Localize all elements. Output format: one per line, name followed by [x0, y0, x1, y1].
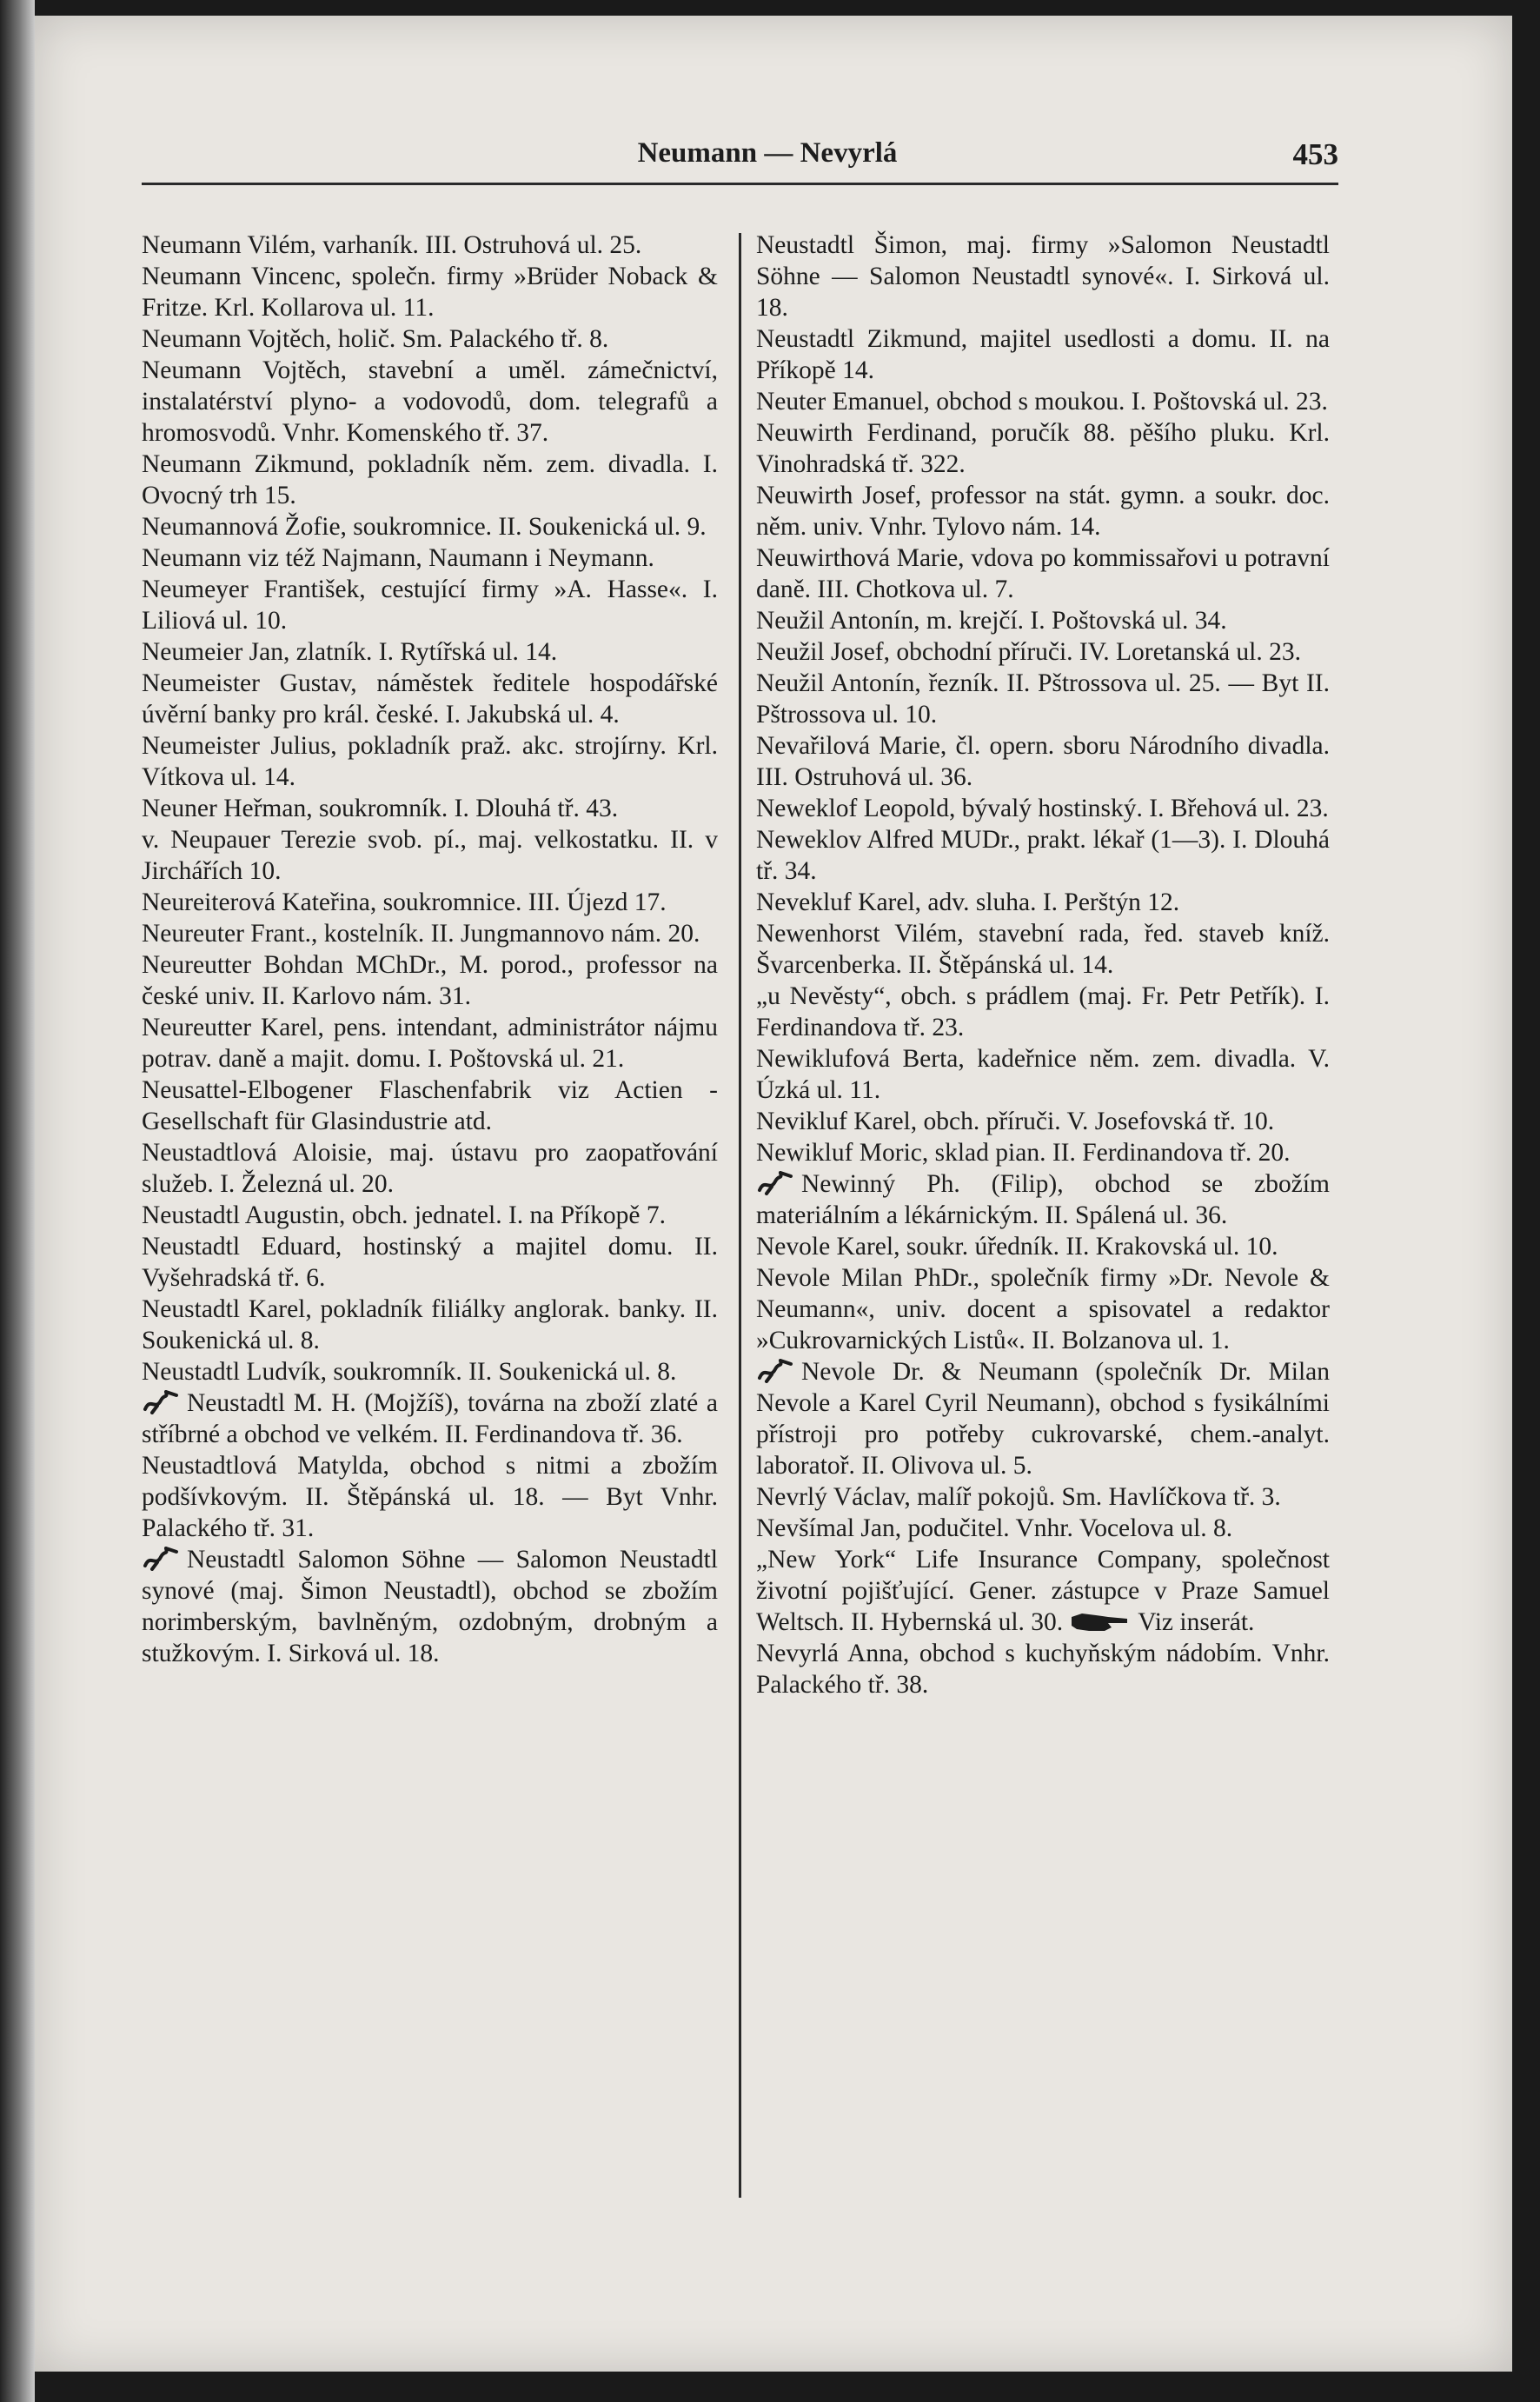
directory-entry: Neustadtlová Aloisie, maj. ústavu pro zaopatřování služeb. I. Železná ul. 20. — [142, 1139, 718, 1198]
directory-entry: Nevikluf Karel, obch. příruči. V. Josefovská tř. 10. — [756, 1108, 1275, 1135]
right-column — [756, 230, 1330, 1700]
directory-entry: Neustadtl Ludvík, soukromník. II. Soukenická ul. 8. — [142, 1358, 677, 1386]
directory-entry: Neumeister Gustav, náměstek ředitele hospodářské úvěrní banky pro král. české. I. Jakubská ul. 4. — [142, 669, 718, 729]
directory-entry-with-pointer: „New York“ Life Insurance Company, společnost životní pojišťující. Gener. zástupce v Praze Samuel Weltsch. II. Hybernská ul. 30. Viz inserát. — [756, 1546, 1330, 1636]
directory-entry: Nevyrlá Anna, obchod s kuchyňským nádobím. Vnhr. Palackého tř. 38. — [756, 1640, 1330, 1699]
directory-entry: Newikluf Moric, sklad pian. II. Ferdinandova tř. 20. — [756, 1139, 1291, 1167]
directory-entry: Neusattel-Elbogener Flaschenfabrik viz Actien - Gesellschaft für Glasindustrie atd. — [142, 1076, 718, 1135]
directory-entry-with-mark: Neustadtl M. H. (Mojžíš), továrna na zboží zlaté a stříbrné a obchod ve velkém. II. Ferdinandova tř. 36. — [142, 1389, 718, 1448]
directory-entry: Neumeier Jan, zlatník. I. Rytířská ul. 14. — [142, 638, 558, 666]
directory-entry: Neumann Zikmund, pokladník něm. zem. divadla. I. Ovocný trh 15. — [142, 450, 718, 509]
directory-entry: Neumann Vojtěch, holič. Sm. Palackého tř. 8. — [142, 325, 609, 353]
directory-entry: Neustadtl Augustin, obch. jednatel. I. na Příkopě 7. — [142, 1201, 667, 1229]
directory-entry: Nevekluf Karel, adv. sluha. I. Perštýn 12. — [756, 888, 1180, 916]
pointing-hand-icon — [1070, 1610, 1131, 1634]
left-column — [142, 230, 718, 1669]
directory-entry: Neumann viz též Najmann, Naumann i Neymann. — [142, 544, 654, 572]
printer-mark-icon — [142, 1388, 180, 1414]
directory-entry: Neustadtlová Matylda, obchod s nitmi a zbožím podšívkovým. II. Štěpánská ul. 18. — Byt Vnhr. Palackého tř. 31. — [142, 1452, 718, 1542]
scan-left-edge — [0, 0, 35, 2402]
printer-mark-icon — [756, 1357, 794, 1383]
directory-entry: Neuner Heřman, soukromník. I. Dlouhá tř. 43. — [142, 795, 619, 822]
directory-entry: Neuwirth Josef, professor na stát. gymn. a soukr. doc. něm. univ. Vnhr. Tylovo nám. 14. — [756, 482, 1330, 541]
printer-mark-icon — [142, 1545, 180, 1571]
directory-entry: Neumeyer František, cestující firmy »A. Hasse«. I. Liliová ul. 10. — [142, 576, 718, 635]
directory-entry: Newenhorst Vilém, stavební rada, řed. staveb kníž. Švarcenberka. II. Štěpánská ul. 14. — [756, 920, 1330, 979]
directory-entry: Neweklof Leopold, bývalý hostinský. I. Břehová ul. 23. — [756, 795, 1329, 822]
directory-entry: Neužil Antonín, řezník. II. Pštrossova ul. 25. — Byt II. Pštrossova ul. 10. — [756, 669, 1330, 729]
directory-entry: Neužil Antonín, m. krejčí. I. Poštovská ul. 34. — [756, 607, 1227, 635]
directory-entry: Neumeister Julius, pokladník praž. akc. strojírny. Krl. Vítkova ul. 14. — [142, 732, 718, 791]
directory-entry: Neuwirth Ferdinand, poručík 88. pěšího pluku. Krl. Vinohradská tř. 322. — [756, 419, 1330, 478]
directory-entry: Neumannová Žofie, soukromnice. II. Soukenická ul. 9. — [142, 513, 707, 541]
directory-entry: Neweklov Alfred MUDr., prakt. lékař (1—3). I. Dlouhá tř. 34. — [756, 826, 1330, 885]
directory-entry: Neureutter Karel, pens. intendant, administrátor nájmu potrav. daně a majit. domu. I. Poštovská ul. 21. — [142, 1014, 718, 1073]
directory-entry: Neumann Vilém, varhaník. III. Ostruhová ul. 25. — [142, 231, 642, 259]
directory-entry-with-mark: Nevole Dr. & Neumann (společník Dr. Milan Nevole a Karel Cyril Neumann), obchod s fysikálními přístroji pro potřeby cukrovarské, chem.-analyt. laboratoř. II. Olivova ul. 5. — [756, 1358, 1330, 1480]
directory-entry: Neuter Emanuel, obchod s moukou. I. Poštovská ul. 23. — [756, 388, 1328, 416]
directory-entry-with-mark: Neustadtl Salomon Söhne — Salomon Neustadtl synové (maj. Šimon Neustadtl), obchod se zbožím norimberským, bavlněným, ozdobným, drobným a stužkovým. I. Sirková ul. 18. — [142, 1546, 718, 1667]
directory-entry: Nevšímal Jan, podučitel. Vnhr. Vocelova ul. 8. — [756, 1514, 1233, 1542]
directory-entry: v. Neupauer Terezie svob. pí., maj. velkostatku. II. v Jirchářích 10. — [142, 826, 718, 885]
directory-entry: Neureuter Frant., kostelník. II. Jungmannovo nám. 20. — [142, 920, 700, 948]
directory-entry: Neuwirthová Marie, vdova po kommissařovi u potravní daně. III. Chotkova ul. 7. — [756, 544, 1330, 603]
directory-entry: Neureiterová Kateřina, soukromnice. III. Újezd 17. — [142, 888, 667, 916]
directory-entry: Neustadtl Eduard, hostinský a majitel domu. II. Vyšehradská tř. 6. — [142, 1233, 718, 1292]
directory-entry: „u Nevěsty“, obch. s prádlem (maj. Fr. Petr Petřík). I. Ferdinandova tř. 23. — [756, 982, 1330, 1041]
directory-entry: Nevole Milan PhDr., společník firmy »Dr. Nevole & Neumann«, univ. docent a spisovatel a redaktor »Cukrovarnických Listů«. II. Bolzanova ul. 1. — [756, 1264, 1330, 1354]
page-number: 453 — [1292, 137, 1338, 171]
directory-entry: Neumann Vojtěch, stavební a uměl. zámečnictví, instalatérství plyno- a vodovodů, dom. telegrafů a hromosvodů. Vnhr. Komenského tř. 37. — [142, 356, 718, 447]
directory-entry: Nevole Karel, soukr. úředník. II. Krakovská ul. 10. — [756, 1233, 1278, 1261]
printer-mark-icon — [756, 1169, 794, 1195]
header-rule — [142, 183, 1338, 185]
directory-entry: Nevařilová Marie, čl. opern. sboru Národního divadla. III. Ostruhová ul. 36. — [756, 732, 1330, 791]
directory-entry: Neužil Josef, obchodní příruči. IV. Loretanská ul. 23. — [756, 638, 1302, 666]
directory-entry: Nevrlý Václav, malíř pokojů. Sm. Havlíčkova tř. 3. — [756, 1483, 1281, 1511]
directory-entry-with-mark: Newinný Ph. (Filip), obchod se zbožím materiálním a lékárnickým. II. Spálená ul. 36. — [756, 1170, 1330, 1229]
directory-entry: Newiklufová Berta, kadeřnice něm. zem. divadla. V. Úzká ul. 11. — [756, 1045, 1330, 1104]
directory-entry: Neureutter Bohdan MChDr., M. porod., professor na české univ. II. Karlovo nám. 31. — [142, 951, 718, 1010]
column-divider — [739, 233, 741, 2198]
directory-entry: Neustadtl Zikmund, majitel usedlosti a domu. II. na Příkopě 14. — [756, 325, 1330, 384]
directory-entry: Neumann Vincenc, společn. firmy »Brüder Noback & Fritze. Krl. Kollarova ul. 11. — [142, 263, 718, 322]
running-header-title: Neumann — Nevyrlá — [637, 137, 898, 169]
directory-entry: Neustadtl Karel, pokladník filiálky anglorak. banky. II. Soukenická ul. 8. — [142, 1295, 718, 1354]
directory-entry: Neustadtl Šimon, maj. firmy »Salomon Neustadtl Söhne — Salomon Neustadtl synové«. I. Sirková ul. 18. — [756, 231, 1330, 322]
